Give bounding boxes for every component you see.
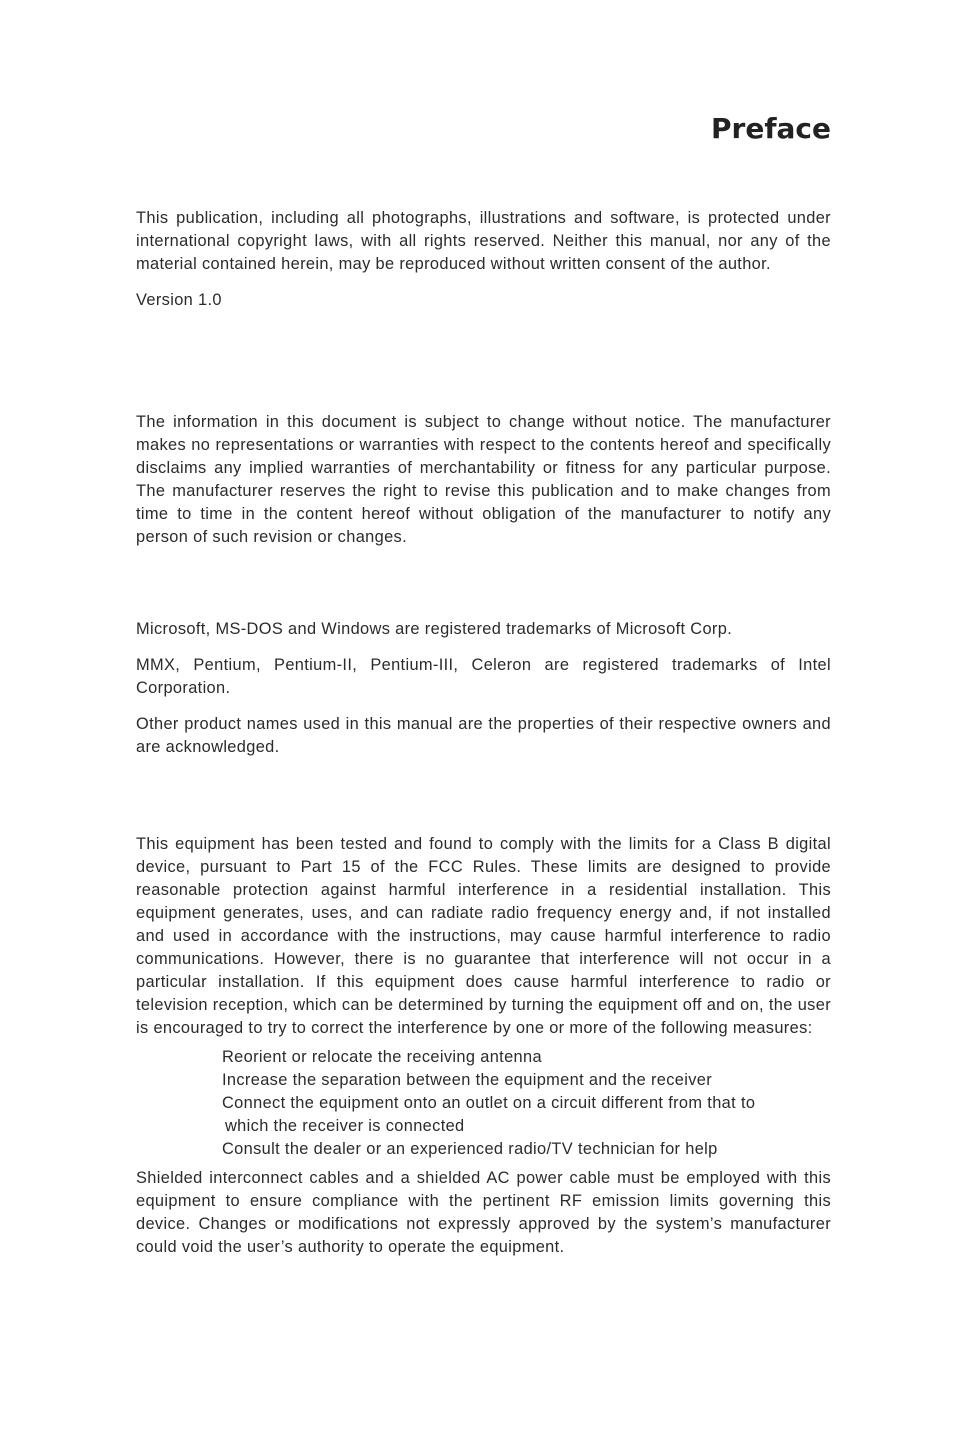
measure-text: Consult the dealer or an experienced radio/TV technician for help [222, 1140, 718, 1158]
list-item [222, 1138, 831, 1161]
fcc-closing-paragraph: Shielded interconnect cables and a shielded AC power cable must be employed with this equipment to ensure compliance with the pertinent RF emission limits governing this device. Changes or modifications not expressly approved by the system’s manufacturer could void the user’s authority to operate the equipment. [136, 1169, 831, 1256]
disclaimer-paragraph: The information in this document is subject to change without notice. The manufacturer makes no representations or warranties with respect to the contents hereof and specifically disclaims any implied warranties of merchantability or fitness for any particular purpose. The manufacturer reserves the right to revise this publication and to make changes from time to time in the content hereof without obligation of the manufacturer to notify any person of such revision or changes. [136, 413, 831, 546]
fcc-section [136, 833, 831, 1259]
copyright-paragraph: This publication, including all photographs, illustrations and software, is protected under international copyright laws, with all rights reserved. Neither this manual, nor any of the material contained herein, may be reproduced without written consent of the author. [136, 209, 831, 273]
version-text: Version 1.0 [136, 291, 222, 309]
measure-text: Connect the equipment onto an outlet on a circuit different from that to [222, 1094, 756, 1112]
copyright-section [136, 207, 831, 312]
fcc-measures-list [136, 1046, 831, 1161]
measure-text: Increase the separation between the equipment and the receiver [222, 1071, 713, 1089]
trademark-item: Microsoft, MS-DOS and Windows are registered trademarks of Microsoft Corp. [136, 620, 733, 638]
disclaimer-section [136, 411, 831, 549]
list-item [222, 1046, 831, 1069]
list-item [222, 1092, 831, 1138]
measure-continuation: which the receiver is connected [225, 1117, 465, 1135]
list-item [222, 1069, 831, 1092]
trademarks-section [136, 618, 831, 759]
measure-text: Reorient or relocate the receiving antenna [222, 1048, 542, 1066]
fcc-paragraph: This equipment has been tested and found to comply with the limits for a Class B digital device, pursuant to Part 15 of the FCC Rules. These limits are designed to provide reasonable protection against harmful interference in a residential installation. This equipment generates, uses, and can radiate radio frequency energy and, if not installed and used in accordance with the instructions, may cause harmful interference to radio communications. However, there is no guarantee that interference will not occur in a particular installation. If this equipment does cause harmful interference to radio or television reception, which can be determined by turning the equipment off and on, the user is encouraged to try to correct the interference by one or more of the following measures: [136, 835, 831, 1037]
page-title: Preface [711, 112, 831, 145]
trademark-item: Other product names used in this manual are the properties of their respective owners and are acknowledged. [136, 715, 831, 756]
trademark-item: MMX, Pentium, Pentium-II, Pentium-III, Celeron are registered trademarks of Intel Corporation. [136, 656, 831, 697]
